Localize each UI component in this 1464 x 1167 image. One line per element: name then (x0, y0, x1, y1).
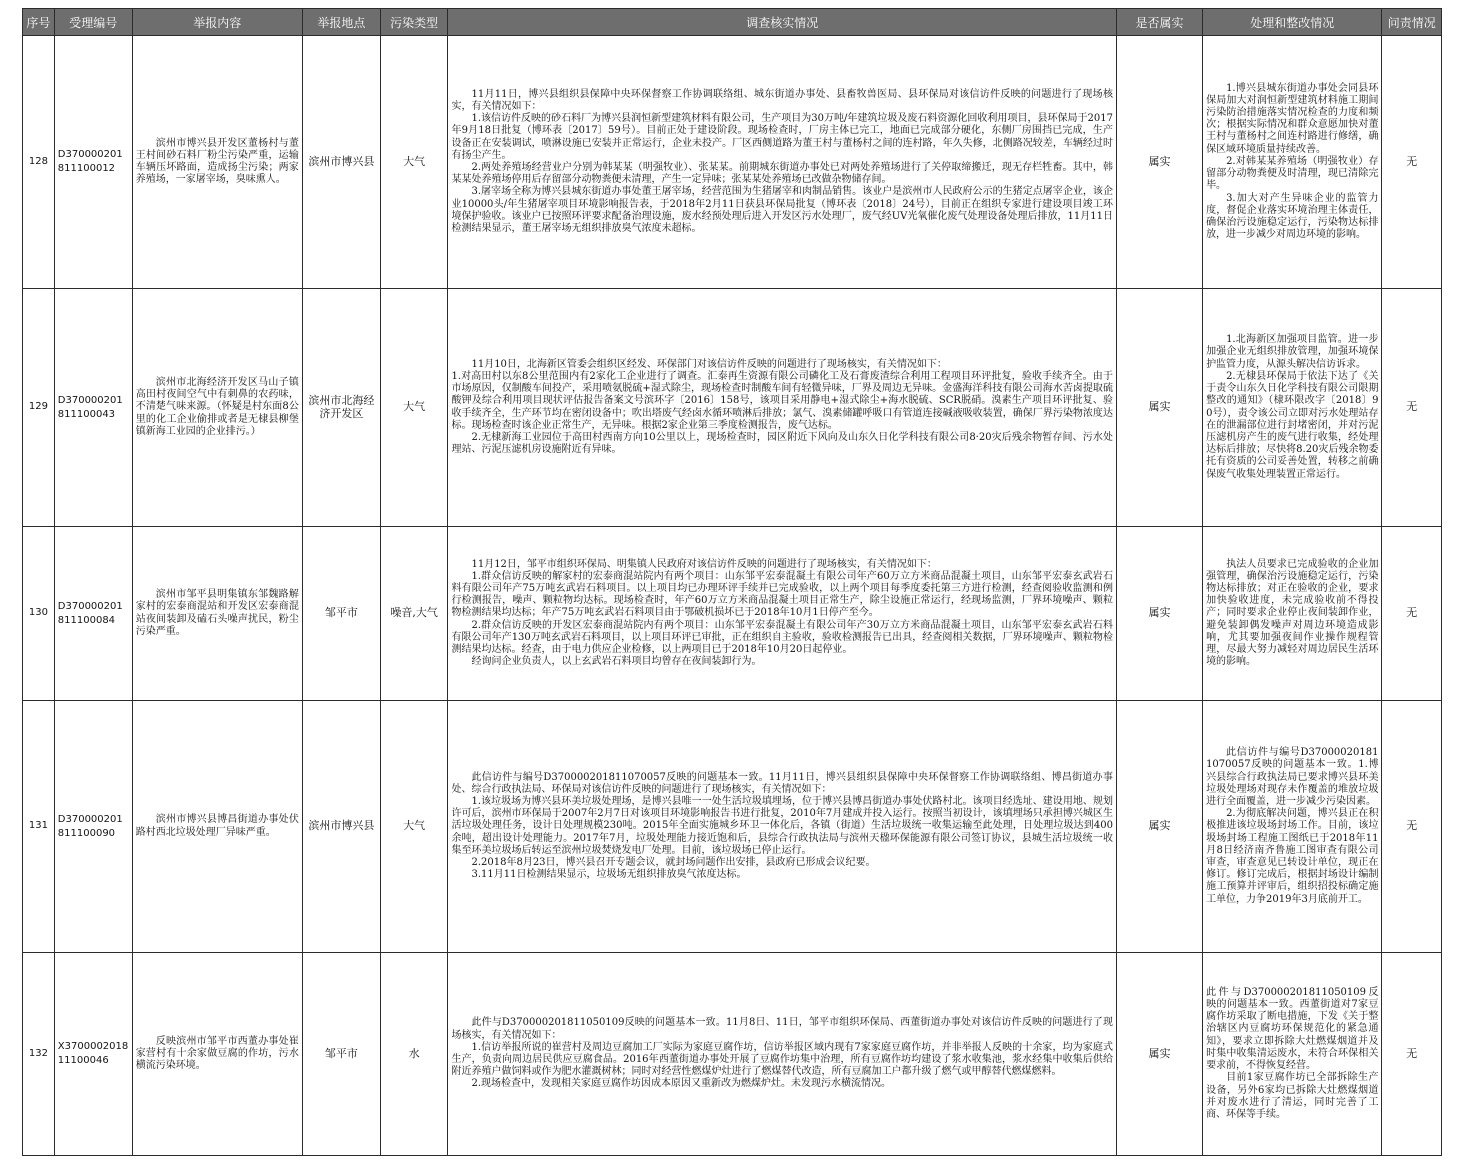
row-investigation: 11月10日，北海新区管委会组织区经发、环保部门对该信访件反映的问题进行了现场核实，有关情况如下： 1.对高田村以东8公里范围内有2家化工企业进行了调查。汇泰再生资源有限公司磷化工及石膏废渣综合利用工程项目环评批复，验收手续齐全。由于市场原因，仅制酸车间投产，采用喷氨脱硫+湿式除尘，现场检查时制酸车间有轻微异味，厂界及周边无异味。金盛海洋科技有限公司海水苦卤提取硫酸钾及综合利用项目现状评估报告备案文号滨环字〔2016〕158号，该项目采用静电+湿式除尘+海水脱硫、SCR脱硝。溴素生产项目环评批复、验收手续齐全，生产环节均在密闭设备中；吹出塔废气经卤水循环喷淋后排放；氯气、溴素储罐呼吸口有管道连接碱液吸收装置，确保厂界污染物浓度达标。现场检查时该企业正常生产，无异味。根据2家企业第三季度检测报告，废气达标。 2.无棣新海工业园位于高田村西南方向10公里以上，现场检查时，园区附近下风向及山东久日化学科技有限公司8·20灾后残余物暂存间、污水处理站、污泥压滤机房设施附近有异味。 (448, 289, 1116, 527)
header-investigation: 调查核实情况 (448, 9, 1116, 36)
row-verified: 属实 (1116, 953, 1202, 1156)
row-content: 滨州市博兴县博昌街道办事处伏路村西北垃圾处理厂异味严重。 (132, 701, 302, 953)
row-verified: 属实 (1116, 36, 1202, 289)
row-seq: 132 (23, 953, 55, 1156)
row-content: 滨州市北海经济开发区马山子镇高田村夜间空气中有刺鼻的农药味，不清楚气味来源。（怀疑是村东面8公里的化工企业偷排或者是无棣县柳堡镇新海工业园的企业排污。） (132, 289, 302, 527)
row-code: D370000201811100012 (54, 36, 132, 289)
row-investigation: 11月11日，博兴县组织县保障中央环保督察工作协调联络组、城东街道办事处、县畜牧兽医局、县环保局对该信访件反映的问题进行了现场核实，有关情况如下： 1.该信访件反映的砂石料厂为博兴县润恒新型建筑材料有限公司，生产项目为30万吨/年建筑垃圾及废石料资源化回收利用项目，县环保局于2017年9月18日批复（博环表〔2017〕59号）。目前正处于建设阶段。现场检查时，厂房主体已完工，地面已完成部分硬化，东侧厂房围挡已完成，生产设备正在安装调试，喷淋设施已安装并正常运行，企业未投产。厂区西侧道路为董王村与董杨村之间的连村路，年久失修，北侧路况较差，车辆经过时有扬尘产生。 2.两处养殖场经营业户分别为韩某某（明强牧业）、张某某。前期城东街道办事处已对两处养殖场进行了关停取缔搬迁，现无存栏牲畜。其中，韩某某处养殖场停用后存留部分动物粪便未清理，产生一定异味；张某某处养殖场已改做杂物储存间。 3.屠宰场全称为博兴县城东街道办事处董王屠宰场，经营范围为生猪屠宰和肉制品销售。该业户是滨州市人民政府公示的生猪定点屠宰企业，该企业10000头/年生猪屠宰项目环境影响报告表，于2018年2月11日获县环保局批复（博环表〔2018〕24号），目前正在组织专家进行建设项目竣工环境保护验收。该业户已按照环评要求配备治理设施，废水经预处理后进入开发区污水处理厂，废气经UV光氧催化废气处理设备处理后排放，11月11日检测结果显示，董王屠宰场无组织排放臭气浓度未超标。 (448, 36, 1116, 289)
row-accountability: 无 (1382, 701, 1442, 953)
table-row (23, 289, 1442, 527)
row-location: 滨州市博兴县 (302, 36, 380, 289)
row-code: D370000201811100084 (54, 527, 132, 701)
table-row (23, 953, 1442, 1156)
row-investigation: 11月12日，邹平市组织环保局、明集镇人民政府对该信访件反映的问题进行了现场核实，有关情况如下： 1.群众信访反映的解家村的宏泰商混站院内有两个项目：山东邹平宏泰混凝土有限公司年产60万立方米商品混凝土项目，山东邹平宏泰玄武岩石料有限公司年产75万吨玄武岩石料项目。以上项目均已办理环评手续并已完成验收，以上两个项目每季度委托第三方进行检测，经查阅验收监测和例行检测报告，噪声、颗粒物均达标。现场检查时，年产60万立方米商品混凝土项目正常生产，除尘设施正常运行，经现场监测，厂界环境噪声、颗粒物检测结果均达标；年产75万吨玄武岩石料项目由于鄂破机损坏已于2018年10月1日停产至今。 2.群众信访反映的开发区宏泰商混站院内有两个项目：山东邹平宏泰混凝土有限公司年产30万立方米商品混凝土项目，山东邹平宏泰玄武岩石料有限公司年产130万吨玄武岩石料项目，以上项目环评已审批，正在组织自主验收，验收检测报告已出具，经查阅相关数据，厂界环境噪声、颗粒物检测结果均达标。经查，由于电力供应企业检修，以上两项目已于2018年10月20日起停业。 经询问企业负责人，以上玄武岩石料项目均曾存在夜间装卸行为。 (448, 527, 1116, 701)
row-type: 大气 (380, 701, 448, 953)
row-type: 大气 (380, 36, 448, 289)
header-type: 污染类型 (380, 9, 448, 36)
table-row (23, 527, 1442, 701)
row-location: 滨州市北海经济开发区 (302, 289, 380, 527)
row-content: 滨州市邹平县明集镇东邹魏路解家村的宏泰商混站和开发区宏泰商混站夜间装卸及磕石头噪声扰民，粉尘污染严重。 (132, 527, 302, 701)
row-accountability: 无 (1382, 953, 1442, 1156)
row-accountability: 无 (1382, 36, 1442, 289)
header-handling: 处理和整改情况 (1203, 9, 1382, 36)
row-type: 噪音,大气 (380, 527, 448, 701)
row-investigation: 此信访件与编号D370000201811070057反映的问题基本一致。11月11日，博兴县组织县保障中央环保督察工作协调联络组、博昌街道办事处、综合行政执法局、环保局对该信访件反映的问题进行了现场核实，有关情况如下： 1.该垃圾场为博兴县环美垃圾处理场，是博兴县唯一一处生活垃圾填埋场，位于博兴县博昌街道办事处伏路村北。该项目经选址、建设用地、规划许可后，滨州市环保局于2007年2月7日对该项目环境影响报告书进行批复，2010年7月建成并投入运行。按照当初设计，该填埋场只承担博兴城区生活垃圾处理任务，设计日处理规模230吨。2015年全面实施城乡环卫一体化后，各镇（街道）生活垃圾统一收集运输至此处理，日处理垃圾达到400余吨，超出设计处理能力。2017年7月，垃圾处理能力接近饱和后，县综合行政执法局与滨州天楹环保能源有限公司签订协议，县城生活垃圾统一收集至环美垃圾场后转运至滨州垃圾焚烧发电厂处理。目前，该垃圾场已停止运行。 2.2018年8月23日，博兴县召开专题会议，就封场问题作出安排，县政府已形成会议纪要。 3.11月11日检测结果显示，垃圾场无组织排放臭气浓度达标。 (448, 701, 1116, 953)
row-type: 大气 (380, 289, 448, 527)
complaint-table (22, 8, 1442, 1156)
row-location: 邹平市 (302, 527, 380, 701)
header-location: 举报地点 (302, 9, 380, 36)
row-seq: 131 (23, 701, 55, 953)
row-type: 水 (380, 953, 448, 1156)
row-handling: 1.北海新区加强项目监管。进一步加强企业无组织排放管理，加强环境保护监管力度，从源头解决信访诉求。 2.无棣县环保局于依法下达了《关于责令山东久日化学科技有限公司限期整改的通知》（棣环限改字〔2018〕90号），责令该公司立即对污水处理站存在的泄漏部位进行封堵密闭，并对污泥压滤机房产生的废气进行收集，经处理达标后排放；尽快将8.20灾后残余物委托有资质的公司妥善处置，转移之前确保废气收集处理装置正常运行。 (1203, 289, 1382, 527)
row-code: D370000201811100043 (54, 289, 132, 527)
row-accountability: 无 (1382, 289, 1442, 527)
header-seq: 序号 (23, 9, 55, 36)
row-handling: 执法人员要求已完成验收的企业加强管理，确保治污设施稳定运行，污染物达标排放；对正在验收的企业，要求加快验收进度，未完成验收前不得投产；同时要求企业停止夜间装卸作业，避免装卸偶发噪声对周边环境造成影响，尤其要加强夜间作业操作规程管理，尽最大努力减轻对周边居民生活环境的影响。 (1203, 527, 1382, 701)
header-verified: 是否属实 (1116, 9, 1202, 36)
row-verified: 属实 (1116, 527, 1202, 701)
row-seq: 129 (23, 289, 55, 527)
row-handling: 此信访件与编号D370000201811070057反映的问题基本一致。1.博兴县综合行政执法局已要求博兴县环美垃圾处理场对现存未作覆盖的堆放垃圾进行全面覆盖，进一步减少污染因素。 2.为彻底解决问题，博兴县正在积极推进该垃圾场封场工作。目前，该垃圾场封场工程施工图纸已于2018年11月8日经济南齐鲁施工图审查有限公司审查，审查意见已转设计单位，现正在修订。修订完成后，根据封场设计编制施工预算并评审后，组织招投标确定施工单位，力争2019年3月底前开工。 (1203, 701, 1382, 953)
header-accountability: 问责情况 (1382, 9, 1442, 36)
row-content: 反映滨州市邹平市西董办事处崔家营村有十余家做豆腐的作坊，污水横流污染环境。 (132, 953, 302, 1156)
row-location: 邹平市 (302, 953, 380, 1156)
table-row (23, 36, 1442, 289)
row-investigation: 此件与D370000201811050109反映的问题基本一致。11月8日、11日，邹平市组织环保局、西董街道办事处对该信访件反映的问题进行了现场核实，有关情况如下： 1.信访举报所说的崔营村及周边豆腐加工厂实际为家庭豆腐作坊，信访举报区域内现有7家家庭豆腐作坊，并非举报人反映的十余家，均为家庭式生产，负责向周边居民供应豆腐食品。2016年西董街道办事处开展了豆腐作坊集中治理，所有豆腐作坊均建设了浆水收集池，浆水经集中收集后供给附近养殖户做饲料或作为肥水灌溉树林；同时对经营性燃煤炉灶进行了燃煤替代改造，所有豆腐加工户都升级了燃气或甲醇替代燃煤燃料。 2.现场检查中，发现相关家庭豆腐作坊因成本原因又重新改为燃煤炉灶。未发现污水横流情况。 (448, 953, 1116, 1156)
row-code: X370000201811100046 (54, 953, 132, 1156)
row-accountability: 无 (1382, 527, 1442, 701)
row-seq: 128 (23, 36, 55, 289)
row-handling: 1.博兴县城东街道办事处会同县环保局加大对润恒新型建筑材料施工期间污染防治措施落实情况检查的力度和频次；根据实际情况和群众意愿加快对董王村与董杨村之间连村路进行修缮，确保区域环境质量持续改善。 2.对韩某某养殖场（明强牧业）存留部分动物粪便及时清理，现已清除完毕。 3.加大对产生异味企业的监管力度，督促企业落实环境治理主体责任，确保治污设施稳定运行，污染物达标排放，进一步减少对周边环境的影响。 (1203, 36, 1382, 289)
row-verified: 属实 (1116, 289, 1202, 527)
row-code: D370000201811100090 (54, 701, 132, 953)
header-content: 举报内容 (132, 9, 302, 36)
row-handling: 此件与D370000201811050109反映的问题基本一致。西董街道对7家豆腐作坊采取了断电措施，下发《关于整治辖区内豆腐坊环保规范化的紧急通知》，要求立即拆除大灶燃煤烟道并及时集中收集清运废水，未符合环保相关要求前，不得恢复经营。 目前1家豆腐作坊已全部拆除生产设备，另外6家均已拆除大灶燃煤烟道并对废水进行了清运，同时完善了工商、环保等手续。 (1203, 953, 1382, 1156)
row-verified: 属实 (1116, 701, 1202, 953)
table-row (23, 701, 1442, 953)
row-seq: 130 (23, 527, 55, 701)
row-content: 滨州市博兴县开发区董杨村与董王村间砂石料厂粉尘污染严重，运输车辆压坏路面，造成扬尘污染；两家养殖场，一家屠宰场，臭味熏人。 (132, 36, 302, 289)
header-code: 受理编号 (54, 9, 132, 36)
row-location: 滨州市博兴县 (302, 701, 380, 953)
table-header (23, 9, 1442, 36)
